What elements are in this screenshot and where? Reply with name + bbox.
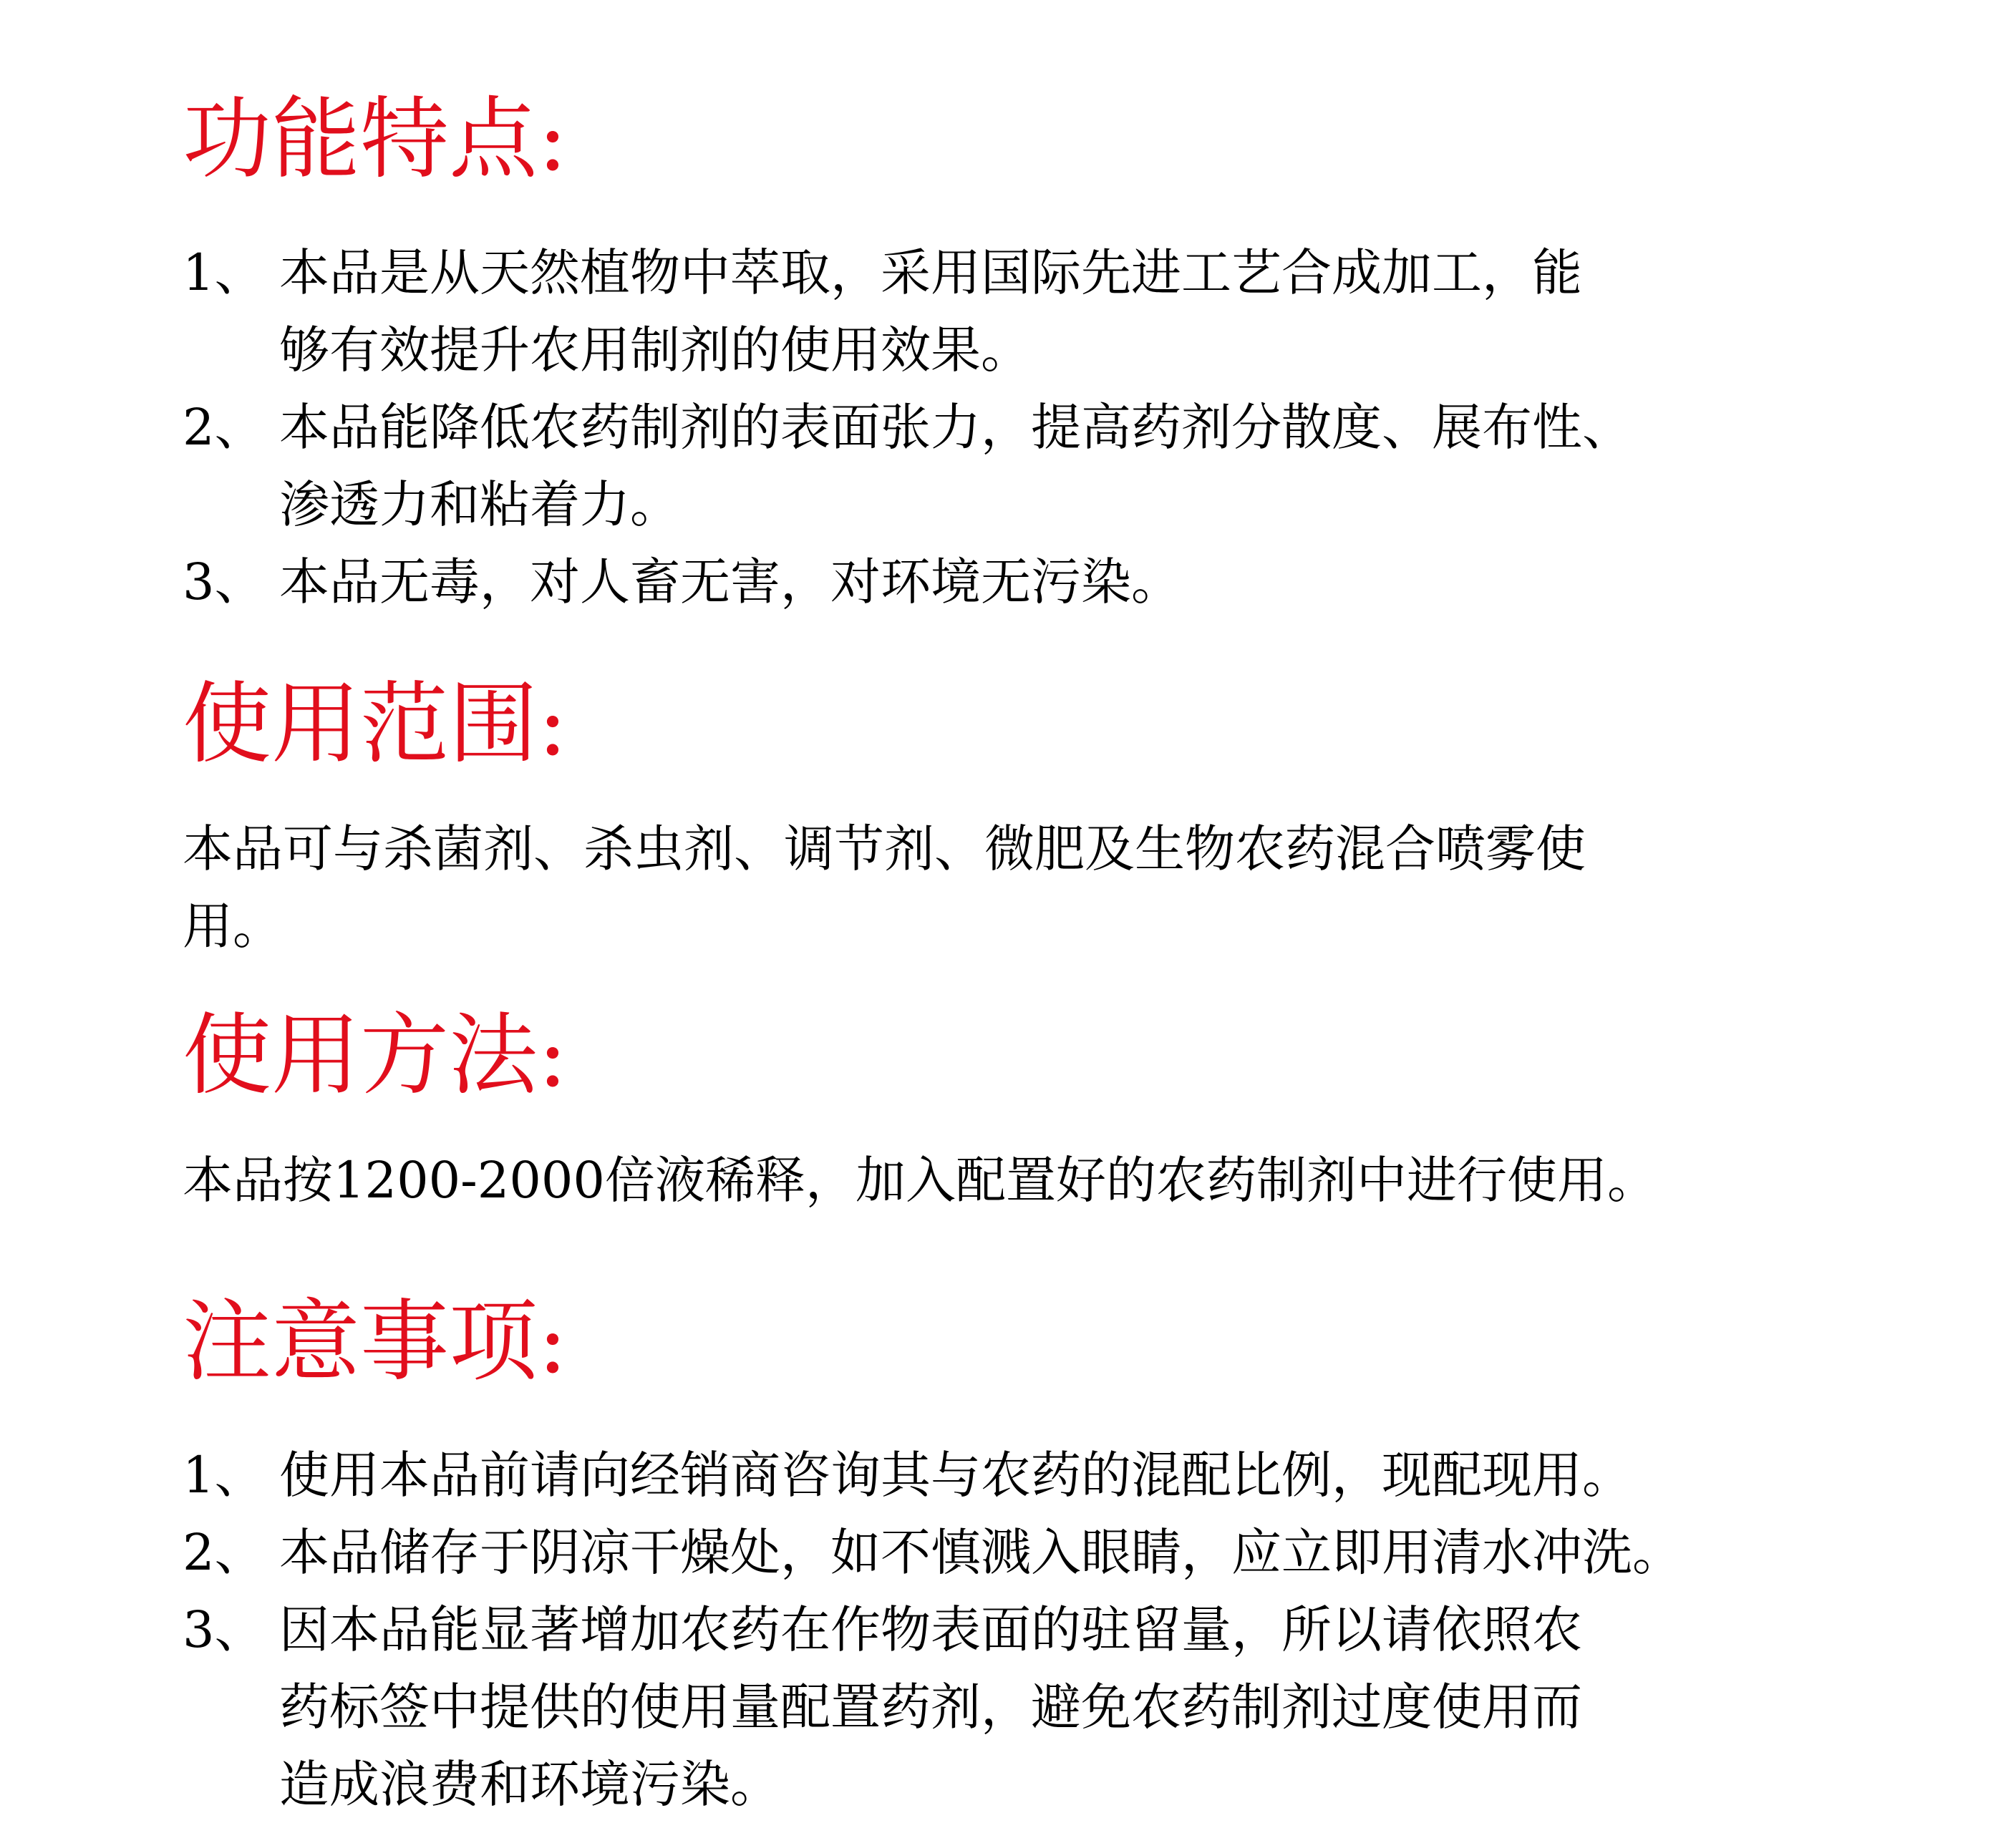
item-text-line: 渗透力和粘着力。 (279, 475, 680, 534)
list-item (183, 389, 1944, 543)
item-text-line: 本品储存于阴凉干燥处，如不慎溅入眼睛，应立即用清水冲洗。 (279, 1523, 1682, 1582)
list-item (183, 1514, 1944, 1591)
list-item (183, 543, 1944, 621)
item-text-line: 使用本品前请向经销商咨询其与农药的混配比例，现配现用。 (279, 1446, 1632, 1504)
item-number: 3、 (183, 553, 265, 611)
scope-heading: 使用范围: (183, 673, 568, 776)
item-number: 2、 (183, 398, 265, 457)
item-number: 1、 (183, 243, 265, 302)
notes-list (183, 1436, 1944, 1823)
item-number: 2、 (183, 1523, 265, 1582)
scope-text (183, 810, 1944, 965)
item-text-line: 因本品能显著增加农药在作物表面的驻留量，所以请依照农 (279, 1600, 1582, 1659)
method-section (183, 1006, 1944, 1219)
method-text (183, 1142, 1944, 1219)
notes-section (183, 1292, 1944, 1823)
list-item (183, 234, 1944, 389)
item-number: 3、 (183, 1600, 265, 1659)
method-text-line: 本品按1200-2000倍液稀释，加入配置好的农药制剂中进行使用。 (183, 1151, 1657, 1210)
method-heading: 使用方法: (183, 1004, 568, 1107)
features-heading: 功能特点: (183, 88, 568, 191)
features-section (183, 89, 1944, 621)
item-text-line: 本品能降低农药制剂的表面张力，提高药剂分散度、展布性、 (279, 398, 1632, 457)
item-text-line: 本品无毒，对人畜无害，对环境无污染。 (279, 553, 1181, 611)
features-list (183, 234, 1944, 621)
list-item (183, 1591, 1944, 1823)
item-text-line: 药标签中提供的使用量配置药剂，避免农药制剂过度使用而 (279, 1678, 1582, 1736)
item-text-line: 造成浪费和环境污染。 (279, 1755, 780, 1814)
list-item (183, 1436, 1944, 1514)
item-text-line: 够有效提升农用制剂的使用效果。 (279, 321, 1031, 379)
scope-text-line: 用。 (183, 897, 283, 956)
item-number: 1、 (183, 1446, 265, 1504)
scope-section (183, 674, 1944, 965)
item-text-line: 本品是从天然植物中萃取，采用国际先进工艺合成加工，能 (279, 243, 1582, 302)
scope-text-line: 本品可与杀菌剂、杀虫剂、调节剂、微肥及生物农药混合喷雾使 (183, 820, 1586, 878)
notes-heading: 注意事项: (183, 1290, 568, 1394)
